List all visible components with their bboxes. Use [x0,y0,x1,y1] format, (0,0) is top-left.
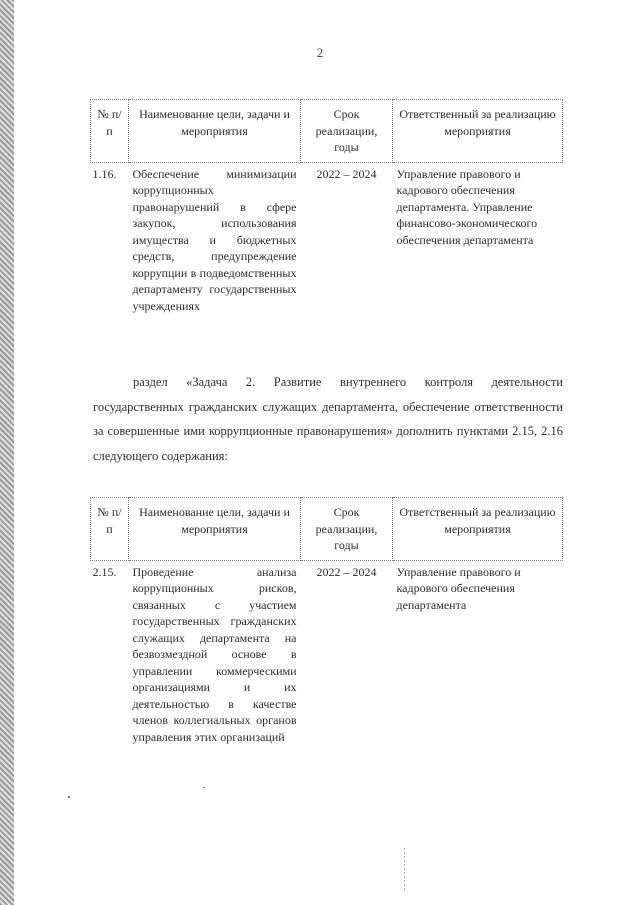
row-term: 2022 – 2024 [316,166,377,181]
row-responsible: Управление правового и кадрового обеспечения департамента. Управление финансово-экономического обеспечения департамента [396,166,538,247]
amendment-paragraph: раздел «Задача 2. Развитие внутреннего контроля деятельности государственных гражданских служащих департамента, обеспечение ответственности за совершенные ими коррупционные правонарушения» дополнить пунктами 2.15, 2.16 следующего содержания: [93,375,563,463]
header-name: Наименование цели, задачи и мероприятия [129,100,301,163]
header-number: № п/п [91,100,129,163]
table-header-row [91,498,563,561]
scan-speck [203,787,205,788]
table-row [91,162,563,314]
row-term: 2022 – 2024 [316,564,377,579]
header-term: Срок реализации, годы [301,100,393,163]
page-number: 2 [316,45,324,60]
header-number: № п/п [91,498,129,561]
table-row [91,560,563,745]
measures-table-1 [90,99,563,314]
row-name: Обеспечение минимизации коррупционных правонарушений в сфере закупок, использования имущества и бюджетных средств, предупреждение коррупции в подведомственных департаменту государственных учреждениях [132,166,297,313]
scan-speck [68,796,70,798]
header-responsible: Ответственный за реализацию мероприятия [393,100,563,163]
row-number: 2.15. [92,564,117,579]
row-name: Проведение анализа коррупционных рисков, связанных с участием государственных гражданских служащих департамента на безвозмездной основе в управлении коммерческими организациями и их деятельностью в качестве членов коллегиальных органов управления этих организаций [132,564,297,744]
measures-table-2 [90,497,563,745]
header-responsible: Ответственный за реализацию мероприятия [393,498,563,561]
header-name: Наименование цели, задачи и мероприятия [129,498,301,561]
table-header-row [91,100,563,163]
scan-fold-mark [404,848,405,892]
row-number: 1.16. [92,166,117,181]
header-term: Срок реализации, годы [301,498,393,561]
scan-edge [0,0,14,905]
row-responsible: Управление правового и кадрового обеспечения департамента [396,564,521,612]
